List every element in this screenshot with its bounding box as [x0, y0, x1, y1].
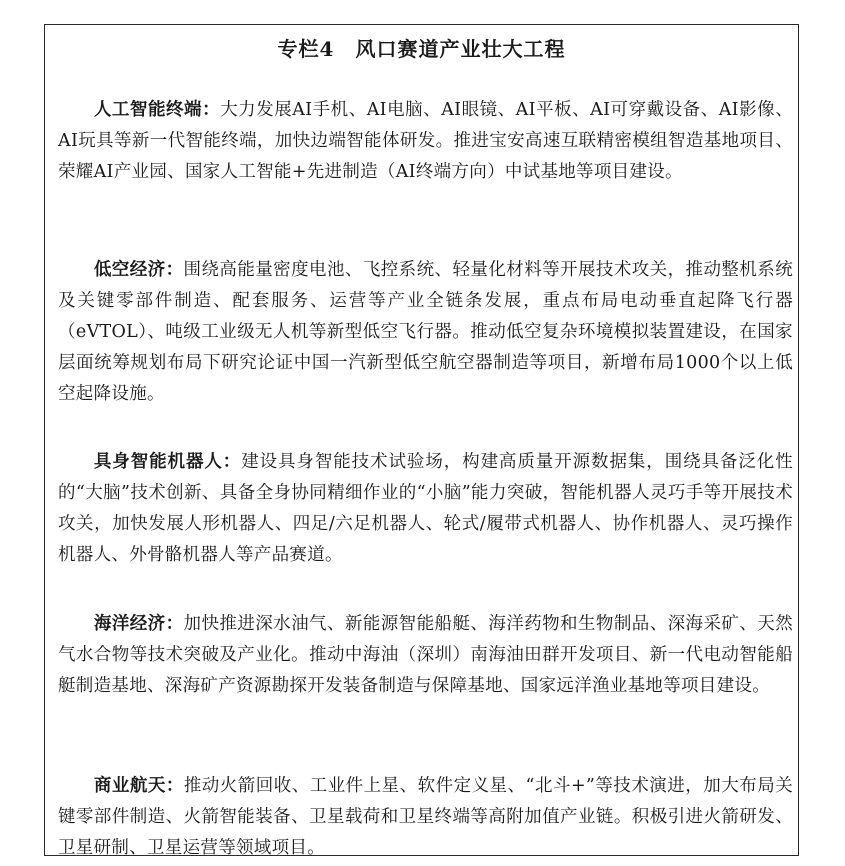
section-text: 加快推进深水油气、新能源智能船艇、海洋药物和生物制品、深海采矿、天然气水合物等技术突破及产业化。推动中海油（深圳）南海油田群开发项目、新一代电动智能船艇制造基地、深海矿产资源勘探开发装备制造与保障基地、国家远洋渔业基地等项目建设。 — [58, 613, 794, 696]
section-ocean-economy — [58, 609, 793, 702]
section-text: 大力发展AI手机、AI电脑、AI眼镜、AI平板、AI可穿戴设备、AI影像、AI玩具等新一代智能终端，加快边端智能体研发。推进宝安高速互联精密模组智造基地项目、荣耀AI产业园、国家人工智能+先进制造（AI终端方向）中试基地等项目建设。 — [58, 99, 793, 182]
section-text: 围绕高能量密度电池、飞控系统、轻量化材料等开展技术攻关，推动整机系统及关键零部件制造、配套服务、运营等产业全链条发展，重点布局电动垂直起降飞行器（eVTOL）、吨级工业级无人机等新型低空飞行器。推动低空复杂环境模拟装置建设，在国家层面统筹规划布局下研究论证中国一汽新型低空航空器制造等项目，新增布局1000个以上低空起降设施。 — [58, 259, 794, 404]
section-label: 海洋经济： — [93, 613, 184, 634]
section-label: 人工智能终端： — [93, 99, 221, 120]
column-box — [44, 24, 799, 856]
section-text: 建设具身智能技术试验场，构建高质量开源数据集，围绕具备泛化性的“大脑”技术创新、具备全身协同精细作业的“小脑”能力突破，智能机器人灵巧手等开展技术攻关，加快发展人形机器人、四足/六足机器人、轮式/履带式机器人、协作机器人、灵巧操作机器人、外骨骼机器人等产品赛道。 — [58, 451, 793, 565]
section-ai-terminals — [58, 95, 793, 188]
section-low-altitude-economy — [58, 255, 793, 410]
section-embodied-robots — [58, 447, 793, 571]
section-label: 商业航天： — [93, 775, 184, 796]
section-commercial-space — [58, 771, 793, 864]
column-title: 专栏4 风口赛道产业壮大工程 — [277, 37, 566, 61]
section-text: 推动火箭回收、工业件上星、软件定义星、“北斗+”等技术演进，加大布局关键零部件制造、火箭智能装备、卫星载荷和卫星终端等高附加值产业链。积极引进火箭研发、卫星研制、卫星运营等领域项目。 — [58, 775, 793, 858]
section-label: 具身智能机器人： — [93, 451, 242, 472]
section-label: 低空经济： — [93, 259, 184, 280]
